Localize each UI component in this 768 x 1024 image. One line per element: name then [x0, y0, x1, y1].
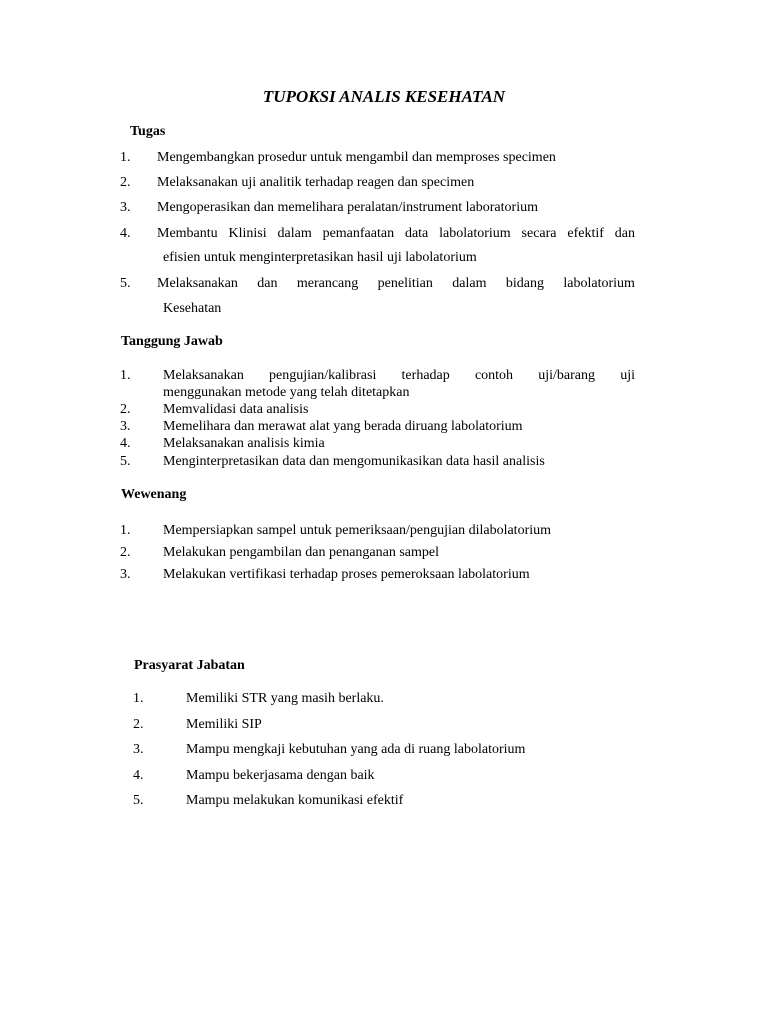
item-text: Memelihara dan merawat alat yang berada diruang labolatorium [163, 419, 523, 434]
item-text: Kesehatan [163, 301, 222, 316]
word: dan [257, 276, 278, 291]
item-text-justified [157, 276, 635, 292]
word: labolatorium [439, 226, 511, 241]
item-text-justified [157, 226, 635, 242]
section-heading-prasyarat-jabatan: Prasyarat Jabatan [134, 658, 245, 673]
item-number: 1. [120, 523, 131, 538]
item-number: 4. [120, 226, 131, 241]
item-number: 4. [133, 768, 144, 783]
word: penelitian [377, 276, 433, 291]
item-number: 4. [120, 436, 131, 451]
item-number: 3. [133, 742, 144, 757]
word: merancang [296, 276, 359, 291]
section-heading-tugas: Tugas [130, 124, 166, 139]
item-text: Mampu melakukan komunikasi efektif [186, 793, 404, 808]
word: terhadap [401, 368, 450, 383]
item-text: efisien untuk menginterpretasikan hasil uji labolatorium [163, 250, 477, 265]
word: labolatorium [563, 276, 635, 291]
item-number: 3. [120, 419, 131, 434]
word: uji/barang [538, 368, 595, 383]
item-text: Memiliki SIP [186, 717, 262, 732]
word: bidang [505, 276, 544, 291]
page-title: TUPOKSI ANALIS KESEHATAN [262, 87, 506, 106]
word: dalam [277, 226, 312, 241]
section-heading-wewenang: Wewenang [121, 487, 187, 502]
item-text: Melakukan vertifikasi terhadap proses pemeroksaan labolatorium [163, 567, 530, 582]
item-number: 1. [120, 150, 131, 165]
item-text-justified [163, 368, 635, 384]
item-text: Melaksanakan analisis kimia [163, 436, 325, 451]
item-number: 1. [133, 691, 144, 706]
word: pemanfaatan [322, 226, 395, 241]
word: dalam [452, 276, 487, 291]
item-text: Melaksanakan uji analitik terhadap reagen dan specimen [157, 175, 475, 190]
word: contoh [474, 368, 514, 383]
word: data [404, 226, 429, 241]
item-number: 5. [120, 454, 131, 469]
word: dan [614, 226, 635, 241]
word: Klinisi [228, 226, 267, 241]
word: Melaksanakan [163, 368, 244, 383]
item-text: Mampu mengkaji kebutuhan yang ada di ruang labolatorium [186, 742, 526, 757]
item-text: Mempersiapkan sampel untuk pemeriksaan/pengujian dilabolatorium [163, 523, 552, 538]
item-number: 2. [133, 717, 144, 732]
item-text: menggunakan metode yang telah ditetapkan [163, 385, 410, 400]
item-text: Mengembangkan prosedur untuk mengambil dan memproses specimen [157, 150, 556, 165]
item-number: 3. [120, 567, 131, 582]
word: efektif [567, 226, 604, 241]
item-number: 3. [120, 200, 131, 215]
section-heading-tanggung-jawab: Tanggung Jawab [121, 334, 223, 349]
item-number: 5. [120, 276, 131, 291]
item-text: Mampu bekerjasama dengan baik [186, 768, 375, 783]
item-text: Mengoperasikan dan memelihara peralatan/instrument laboratorium [157, 200, 538, 215]
item-text: Menginterpretasikan data dan mengomunikasikan data hasil analisis [163, 454, 545, 469]
item-text: Memvalidasi data analisis [163, 402, 309, 417]
word: secara [521, 226, 557, 241]
item-text: Melakukan pengambilan dan penanganan sampel [163, 545, 440, 560]
item-number: 2. [120, 545, 131, 560]
item-number: 5. [133, 793, 144, 808]
word: Membantu [157, 226, 218, 241]
item-text: Memiliki STR yang masih berlaku. [186, 691, 384, 706]
item-number: 1. [120, 368, 131, 383]
word: pengujian/kalibrasi [269, 368, 377, 383]
word: Melaksanakan [157, 276, 238, 291]
item-number: 2. [120, 402, 131, 417]
word: uji [620, 368, 635, 383]
item-number: 2. [120, 175, 131, 190]
